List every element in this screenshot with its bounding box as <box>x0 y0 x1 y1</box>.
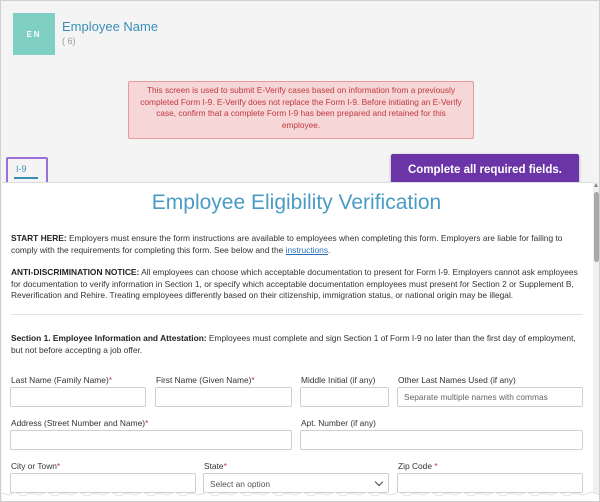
tab-i9-label: I-9 <box>16 164 27 174</box>
zip-code-label: Zip Code * <box>398 461 438 471</box>
address-label: Address (Street Number and Name)* <box>11 418 149 428</box>
middle-initial-label: Middle Initial (if any) <box>301 375 376 385</box>
address-input[interactable] <box>10 430 292 450</box>
city-label: City or Town* <box>11 461 61 471</box>
employee-name[interactable]: Employee Name <box>62 19 159 34</box>
everify-alert: This screen is used to submit E-Verify cases based on information from a previously completed Form I-9. E-Verify does not replace the Form I-9. Before initiating an E-Verify case, confirm that a complete Form I-9 has been prepared and retained for this employee. <box>128 81 474 139</box>
state-select-value: Select an option <box>210 479 271 489</box>
section1-paragraph <box>11 333 583 356</box>
scroll-up-arrow-icon[interactable] <box>594 183 598 187</box>
start-here-lead: START HERE: <box>11 233 67 243</box>
apt-number-label: Apt. Number (if any) <box>301 418 376 428</box>
start-here-end: . <box>328 244 331 255</box>
last-name-input[interactable] <box>10 387 146 407</box>
scrollbar[interactable] <box>593 182 600 502</box>
section-divider <box>11 314 583 315</box>
middle-initial-input[interactable] <box>300 387 389 407</box>
tab-active-indicator <box>14 177 38 179</box>
instructions-link[interactable]: instructions <box>285 244 329 255</box>
start-here-text: Employers must ensure the form instructions are available to employees when completing this form. Employers are liable for failing to comply with the requirements for completing this form. See below and the <box>11 233 563 255</box>
anti-discrimination-lead: ANTI-DISCRIMINATION NOTICE: <box>11 267 140 277</box>
employee-count: ( 6) <box>62 36 76 46</box>
avatar: EN <box>13 13 55 55</box>
tab-i9[interactable] <box>6 157 48 185</box>
anti-discrimination-paragraph <box>11 267 583 302</box>
apt-number-input[interactable] <box>300 430 583 450</box>
complete-required-fields-button[interactable]: Complete all required fields. <box>391 154 579 186</box>
section1-text: Employees must complete and sign Section 1 of Form I-9 no later than the first day of employment, but not before accepting a job offer. <box>11 333 576 355</box>
other-names-input[interactable] <box>397 387 583 407</box>
chevron-down-icon <box>375 478 383 486</box>
state-label: State* <box>204 461 227 471</box>
last-name-label: Last Name (Family Name)* <box>11 375 112 385</box>
anti-discrimination-text: All employees can choose which acceptable documentation to present for Form I-9. Employers cannot ask employees for documentation to verify information in Section 1, or specify which acceptable documentation employees must present for Section 2 or Supplement B, Reverification and Rehire. Treating employees differently based on their citizenship, immigration status, or national origin may be illegal. <box>11 267 578 301</box>
torn-edge <box>1 489 600 502</box>
first-name-label: First Name (Given Name)* <box>156 375 255 385</box>
start-here-paragraph <box>11 233 583 256</box>
scrollbar-thumb[interactable] <box>594 192 599 262</box>
first-name-input[interactable] <box>155 387 292 407</box>
section1-lead: Section 1. Employee Information and Attestation: <box>11 333 207 343</box>
other-names-label: Other Last Names Used (if any) <box>398 375 516 385</box>
page-title: Employee Eligibility Verification <box>151 191 442 214</box>
